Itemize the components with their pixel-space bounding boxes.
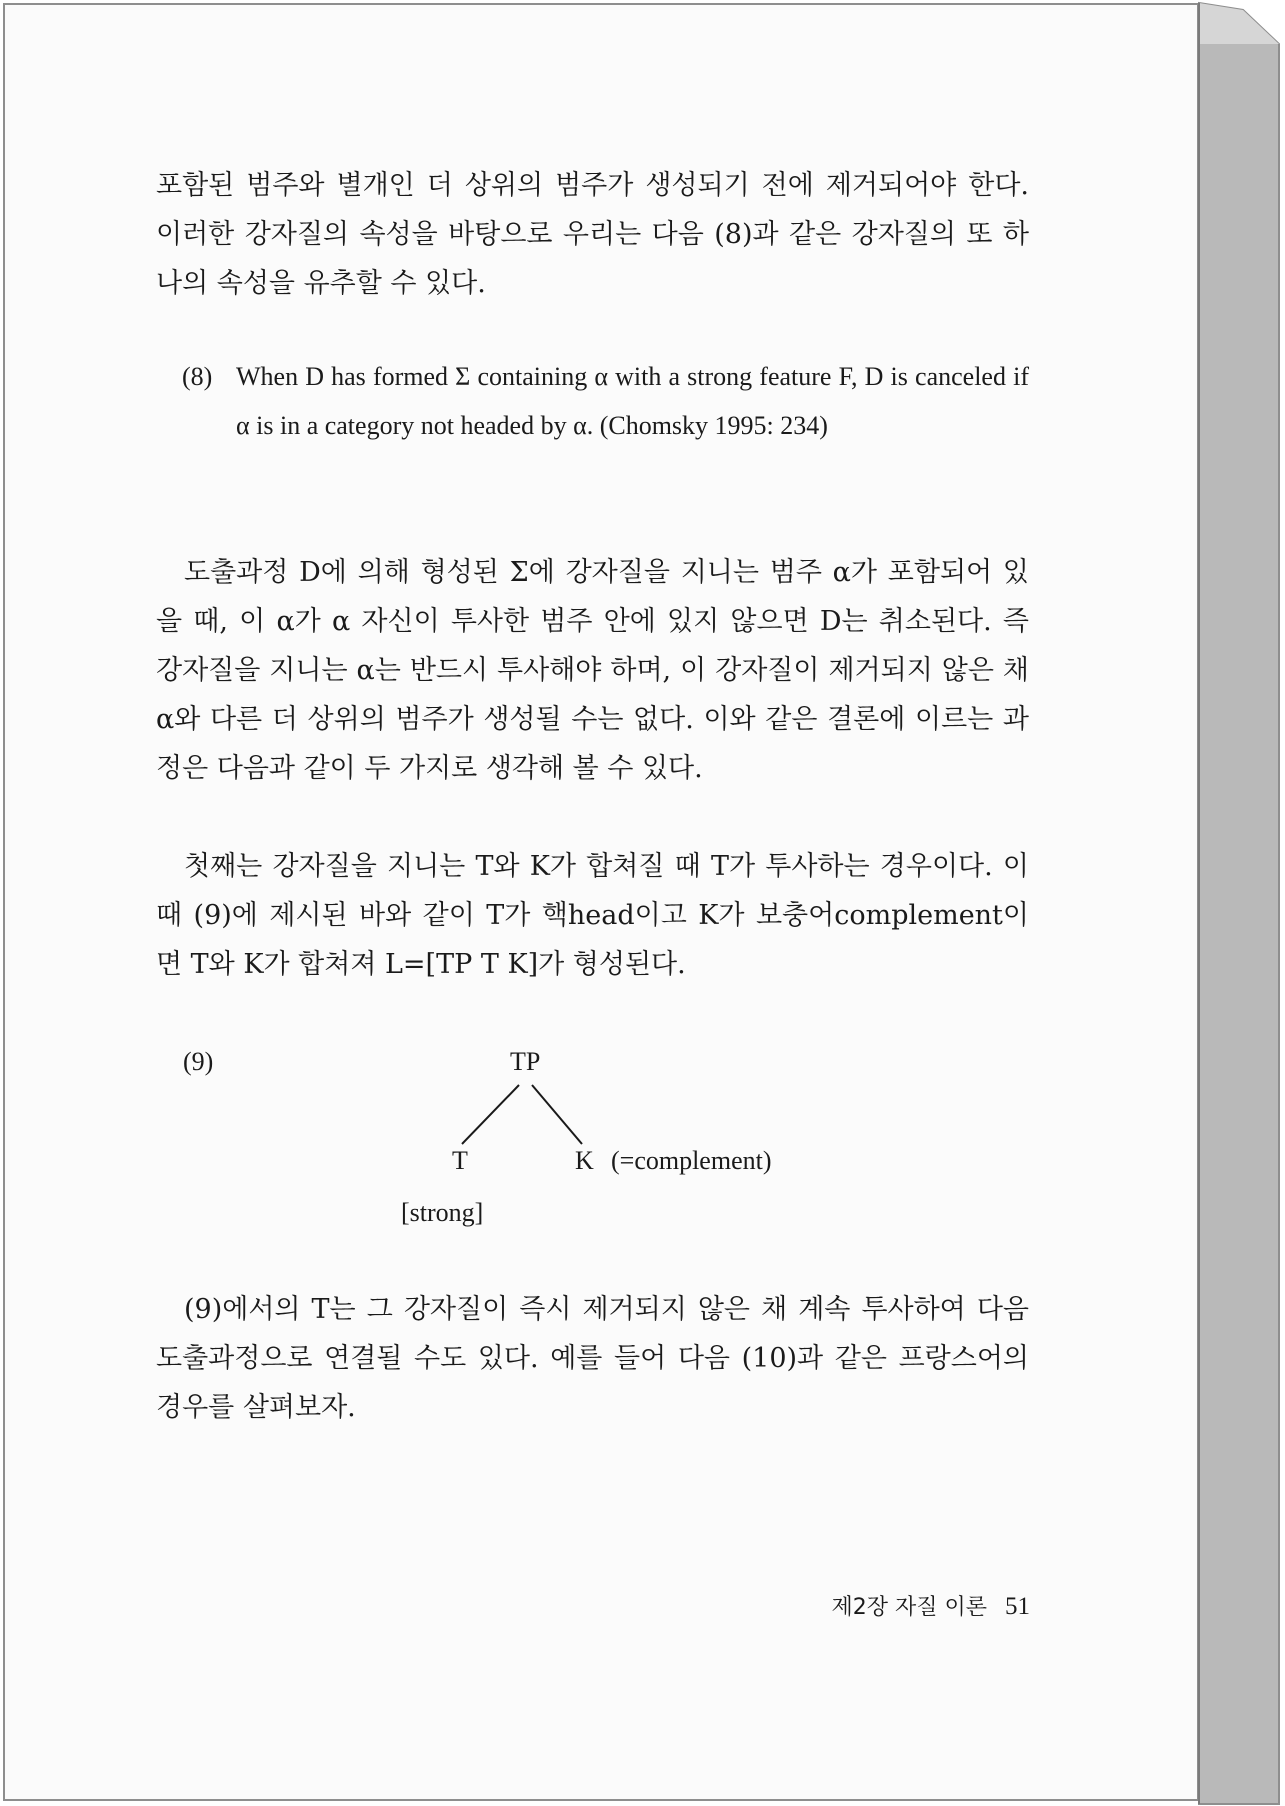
tree-right-node: K xyxy=(575,1146,594,1175)
paragraph-3 xyxy=(156,842,1029,989)
paragraph-4 xyxy=(156,1285,1029,1432)
paragraph-2-text: 도출과정 D에 의해 형성된 Σ에 강자질을 지니는 범주 α가 포함되어 있을 때, 이 α가 α 자신이 투사한 범주 안에 있지 않으면 D는 취소된다. 즉 강자질을 지니는 α는 반드시 투사해야 하며, 이 강자질이 제거되지 않은 채 α와 다른 더 상위의 범주가 생성될 수는 없다. 이와 같은 결론에 이르는 과정은 다음과 같이 두 가지로 생각해 볼 수 있다. xyxy=(156,557,1029,784)
example-8-text: When D has formed Σ containing α with a strong feature F, D is canceled if α is in a category not headed by α. (Chomsky 1995: 234) xyxy=(236,362,1029,440)
paragraph-2 xyxy=(156,548,1029,793)
example-8 xyxy=(182,352,1029,450)
page-footer xyxy=(832,1590,1031,1621)
paragraph-4-text: (9)에서의 T는 그 강자질이 즉시 제거되지 않은 채 계속 투사하여 다음 도출과정으로 연결될 수도 있다. 예를 들어 다음 (10)과 같은 프랑스어의 경우를 살펴보자. xyxy=(156,1294,1029,1423)
chapter-title: 제2장 자질 이론 xyxy=(831,1595,987,1620)
tree-right-annotation: (=complement) xyxy=(611,1146,772,1175)
tree-left-feature: [strong] xyxy=(401,1198,484,1227)
paragraph-1-text: 포함된 범주와 별개인 더 상위의 범주가 생성되기 전에 제거되어야 한다. 이러한 강자질의 속성을 바탕으로 우리는 다음 (8)과 같은 강자질의 또 하나의 속성을 유추할 수 있다. xyxy=(156,170,1029,299)
paragraph-1 xyxy=(156,161,1029,308)
example-8-number: (8) xyxy=(182,362,213,391)
tree-left-node: T xyxy=(452,1146,468,1175)
tree-root-node: TP xyxy=(510,1047,541,1076)
paragraph-3-text: 첫째는 강자질을 지니는 T와 K가 합쳐질 때 T가 투사하는 경우이다. 이 때 (9)에 제시된 바와 같이 T가 핵head이고 K가 보충어complement이면 T와 K가 합쳐져 L=[TP T K]가 형성된다. xyxy=(156,851,1029,980)
page-number: 51 xyxy=(1005,1593,1030,1620)
example-9-number: (9) xyxy=(183,1047,214,1076)
